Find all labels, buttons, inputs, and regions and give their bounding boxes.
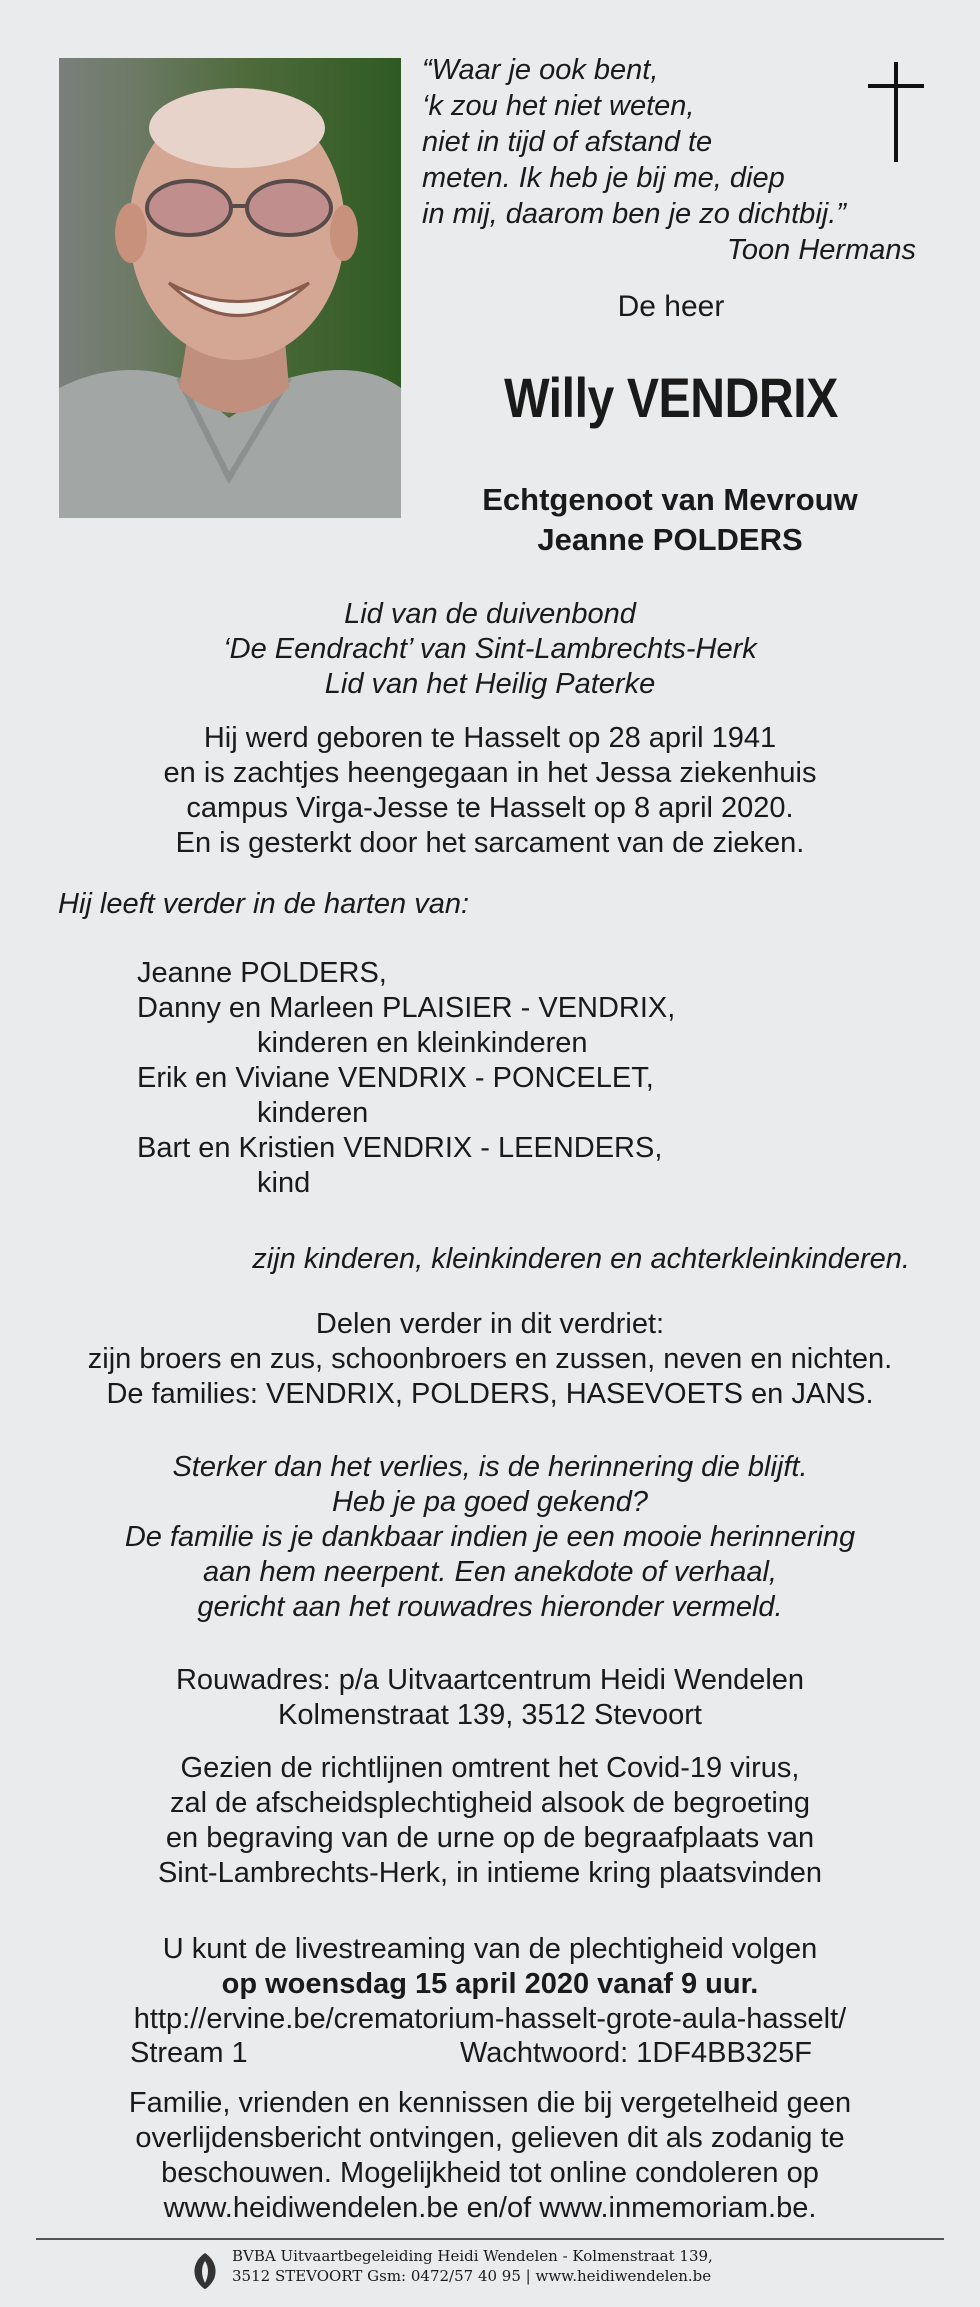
covid-block [40, 1751, 940, 1891]
address-line: Rouwadres: p/a Uitvaartcentrum Heidi Wendelen [175, 1664, 805, 1696]
footer-divider [36, 2238, 944, 2240]
closing-block [40, 2086, 940, 2226]
survivor-line: Erik en Viviane VENDRIX - PONCELET, [137, 1062, 654, 1094]
membership-line: Lid van de duivenbond [344, 598, 636, 630]
quote-line: niet in tijd of afstand te [422, 126, 713, 158]
spouse-block [410, 480, 930, 560]
grief-block [40, 1307, 940, 1412]
closing-line: www.heidiwendelen.be en/of www.inmemoriam.be. [163, 2192, 817, 2224]
spouse-line: Echtgenoot van Mevrouw [482, 482, 858, 517]
covid-line: en begraving van de urne op de begraafplaats van [165, 1822, 815, 1854]
survivor-line: Jeanne POLDERS, [137, 957, 387, 989]
portrait-photo [59, 58, 401, 518]
quote-block [422, 52, 922, 268]
memory-line: gericht aan het rouwadres hieronder vermeld. [197, 1591, 783, 1623]
stream-password: Wachtwoord: 1DF4BB325F [460, 2037, 812, 2069]
membership-line: ‘De Eendracht’ van Sint-Lambrechts-Herk [223, 633, 757, 665]
portrait-illustration [59, 58, 401, 518]
grandchildren-line: zijn kinderen, kleinkinderen en achterkleinkinderen. [252, 1243, 910, 1275]
memory-block [40, 1450, 940, 1625]
livestream-block [40, 1932, 940, 2037]
covid-line: Sint-Lambrechts-Herk, in intieme kring plaatsvinden [157, 1857, 823, 1889]
stream-credentials [130, 2037, 850, 2070]
funeral-home-logo-icon [190, 2251, 220, 2291]
memory-line: aan hem neerpent. Een anekdote of verhaal, [203, 1556, 777, 1588]
quote-line: in mij, daarom ben je zo dichtbij.” [422, 198, 846, 230]
address-line: Kolmenstraat 139, 3512 Stevoort [278, 1699, 702, 1731]
livestream-date: op woensdag 15 april 2020 vanaf 9 uur. [221, 1968, 759, 2000]
life-line: campus Virga-Jesse te Hasselt op 8 april 2020. [186, 792, 794, 824]
life-line: Hij werd geboren te Hasselt op 28 april 1941 [203, 722, 777, 754]
survivor-relation: kind [257, 1167, 311, 1199]
covid-line: Gezien de richtlijnen omtrent het Covid-19 virus, [180, 1752, 800, 1784]
closing-line: beschouwen. Mogelijkheid tot online condoleren op [161, 2157, 819, 2189]
survivor-relation: kinderen en kleinkinderen [257, 1027, 588, 1059]
deceased-name: Willy VENDRIX [504, 366, 838, 429]
footer-text [232, 2246, 713, 2286]
closing-line: overlijdensbericht ontvingen, gelieven dit als zodanig te [135, 2122, 845, 2154]
closing-line: Familie, vrienden en kennissen die bij vergetelheid geen [128, 2087, 852, 2119]
covid-line: zal de afscheidsplechtigheid alsook de begroeting [169, 1787, 811, 1819]
life-details [40, 721, 940, 861]
memory-line: Sterker dan het verlies, is de herinnering die blijft. [172, 1451, 808, 1483]
survivor-line: Danny en Marleen PLAISIER - VENDRIX, [137, 992, 676, 1024]
survivor-relation: kinderen [257, 1097, 369, 1129]
footer-line: 3512 STEVOORT Gsm: 0472/57 40 95 | www.heidiwendelen.be [232, 2267, 712, 2285]
quote-author: Toon Hermans [726, 234, 916, 266]
salutation: De heer [617, 290, 725, 323]
memory-line: Heb je pa goed gekend? [331, 1486, 649, 1518]
livestream-intro: U kunt de livestreaming van de plechtigheid volgen [162, 1933, 818, 1965]
grief-line: De families: VENDRIX, POLDERS, HASEVOETS en JANS. [106, 1378, 874, 1410]
cross-icon [868, 62, 924, 162]
memberships [40, 597, 940, 702]
quote-line: ‘k zou het niet weten, [422, 90, 695, 122]
quote-line: meten. Ik heb je bij me, diep [422, 162, 785, 194]
address-block [40, 1663, 940, 1733]
quote-line: “Waar je ook bent, [422, 54, 659, 86]
survivor-line: Bart en Kristien VENDRIX - LEENDERS, [137, 1132, 663, 1164]
stream-label: Stream 1 [130, 2037, 248, 2069]
membership-line: Lid van het Heilig Paterke [324, 668, 656, 700]
spouse-line: Jeanne POLDERS [537, 522, 803, 557]
grief-line: Delen verder in dit verdriet: [315, 1308, 665, 1340]
livestream-url[interactable]: http://ervine.be/crematorium-hasselt-grote-aula-hasselt/ [133, 2003, 847, 2035]
memory-line: De familie is je dankbaar indien je een mooie herinnering [124, 1521, 856, 1553]
survivors-list [137, 956, 675, 1201]
life-line: en is zachtjes heengegaan in het Jessa ziekenhuis [163, 757, 817, 789]
footer-line: BVBA Uitvaartbegeleiding Heidi Wendelen - Kolmenstraat 139, [232, 2247, 713, 2265]
life-line: En is gesterkt door het sarcament van de zieken. [175, 827, 805, 859]
survived-intro: Hij leeft verder in de harten van: [58, 888, 470, 920]
grief-line: zijn broers en zus, schoonbroers en zussen, neven en nichten. [87, 1343, 893, 1375]
